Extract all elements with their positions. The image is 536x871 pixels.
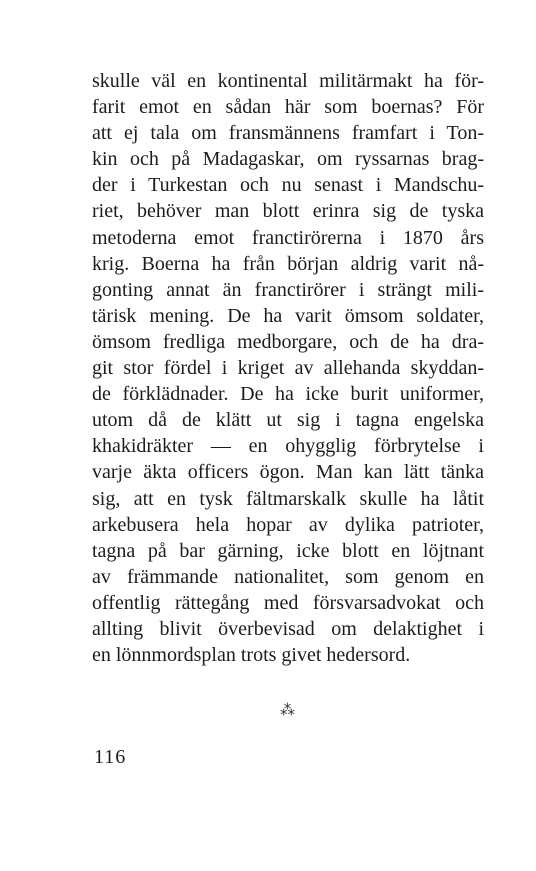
text-line: git stor fördel i kriget av allehanda skyddan- — [92, 357, 484, 380]
text-line: att ej tala om fransmännens framfart i Ton- — [92, 122, 484, 145]
text-line: kin och på Madagaskar, om ryssarnas brag- — [92, 148, 484, 171]
text-line: offentlig rättegång med försvarsadvokat och — [92, 591, 484, 614]
text-line: farit emot en sådan här som boernas? För — [92, 96, 484, 119]
text-line: de förklädnader. De ha icke burit uniformer, — [92, 383, 484, 406]
text-line: arkebusera hela hopar av dylika patrioter, — [92, 513, 484, 536]
text-line: riet, behöver man blott erinra sig de tyska — [92, 200, 484, 223]
asterism-ornament-icon: ⁂ — [280, 701, 295, 719]
text-line: skulle väl en kontinental militärmakt ha för- — [92, 70, 484, 92]
text-line: ömsom fredliga medborgare, och de ha dra- — [92, 330, 484, 353]
text-line: sig, att en tysk fältmarskalk skulle ha låtit — [92, 487, 484, 510]
text-line: en lönnmordsplan trots givet hedersord. — [92, 644, 411, 667]
text-line: tärisk mening. De ha varit ömsom soldater, — [92, 304, 484, 327]
text-line: metoderna emot franctirörerna i 1870 års — [92, 226, 484, 249]
text-line: gonting annat än franctirörer i strängt mili- — [92, 278, 484, 301]
text-line: varje äkta officers ögon. Man kan lätt tänka — [92, 461, 484, 484]
text-line: utom då de klätt ut sig i tagna engelska — [92, 409, 484, 432]
text-line: allting blivit överbevisad om delaktighet i — [92, 617, 484, 640]
page-body-text — [92, 68, 484, 668]
text-line: der i Turkestan och nu senast i Mandschu- — [92, 174, 484, 197]
page-number: 116 — [94, 746, 127, 768]
text-line: khakidräkter — en ohygglig förbrytelse i — [92, 435, 484, 458]
text-line: krig. Boerna ha från början aldrig varit nå- — [92, 252, 484, 275]
text-line: tagna på bar gärning, icke blott en löjtnant — [92, 539, 484, 562]
text-line: av främmande nationalitet, som genom en — [92, 565, 484, 588]
